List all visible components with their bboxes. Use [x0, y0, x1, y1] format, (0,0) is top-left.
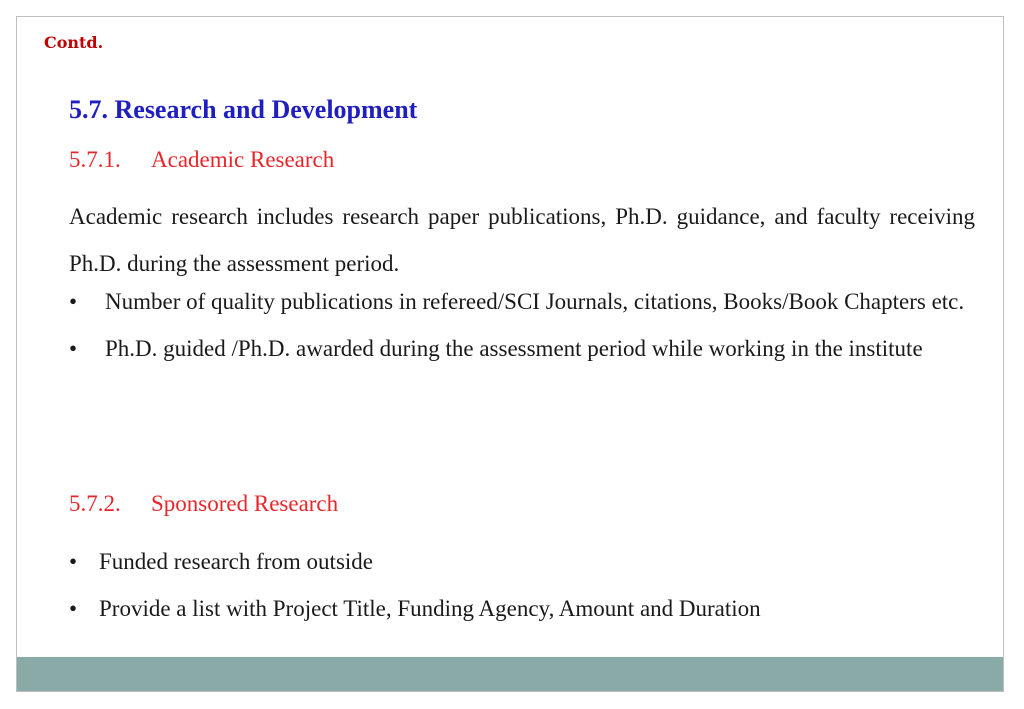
subsection-title: Academic Research: [151, 147, 335, 172]
list-item-text: Number of quality publications in refereed/SCI Journals, citations, Books/Book Chapters etc.: [105, 289, 965, 314]
bullet-icon: •: [69, 549, 78, 574]
list-item-text: Funded research from outside: [99, 549, 374, 574]
slide: [16, 16, 1004, 692]
subsection-number: 5.7.2.: [69, 491, 121, 516]
subsection-academic-heading: [69, 147, 334, 173]
section-title: 5.7. Research and Development: [69, 95, 418, 124]
list-item: [69, 585, 975, 632]
subsection-number: 5.7.1.: [69, 147, 121, 172]
footer-bar: [17, 657, 1003, 691]
subsection-title: Sponsored Research: [151, 491, 339, 516]
academic-bullet-list: [69, 278, 975, 372]
academic-paragraph: Academic research includes research paper publications, Ph.D. guidance, and faculty receiving Ph.D. during the assessment period.: [69, 204, 975, 276]
sponsored-bullet-list: [69, 538, 975, 632]
list-item: [69, 278, 975, 325]
bullet-icon: •: [69, 289, 78, 314]
bullet-icon: •: [69, 596, 78, 621]
list-item: [69, 325, 975, 372]
list-item-text: Provide a list with Project Title, Funding Agency, Amount and Duration: [99, 596, 761, 621]
list-item-text: Ph.D. guided /Ph.D. awarded during the assessment period while working in the institute: [105, 336, 923, 361]
subsection-sponsored-heading: [69, 491, 338, 517]
bullet-icon: •: [69, 336, 78, 361]
list-item: [69, 538, 975, 585]
contd-label: Contd.: [44, 33, 104, 52]
